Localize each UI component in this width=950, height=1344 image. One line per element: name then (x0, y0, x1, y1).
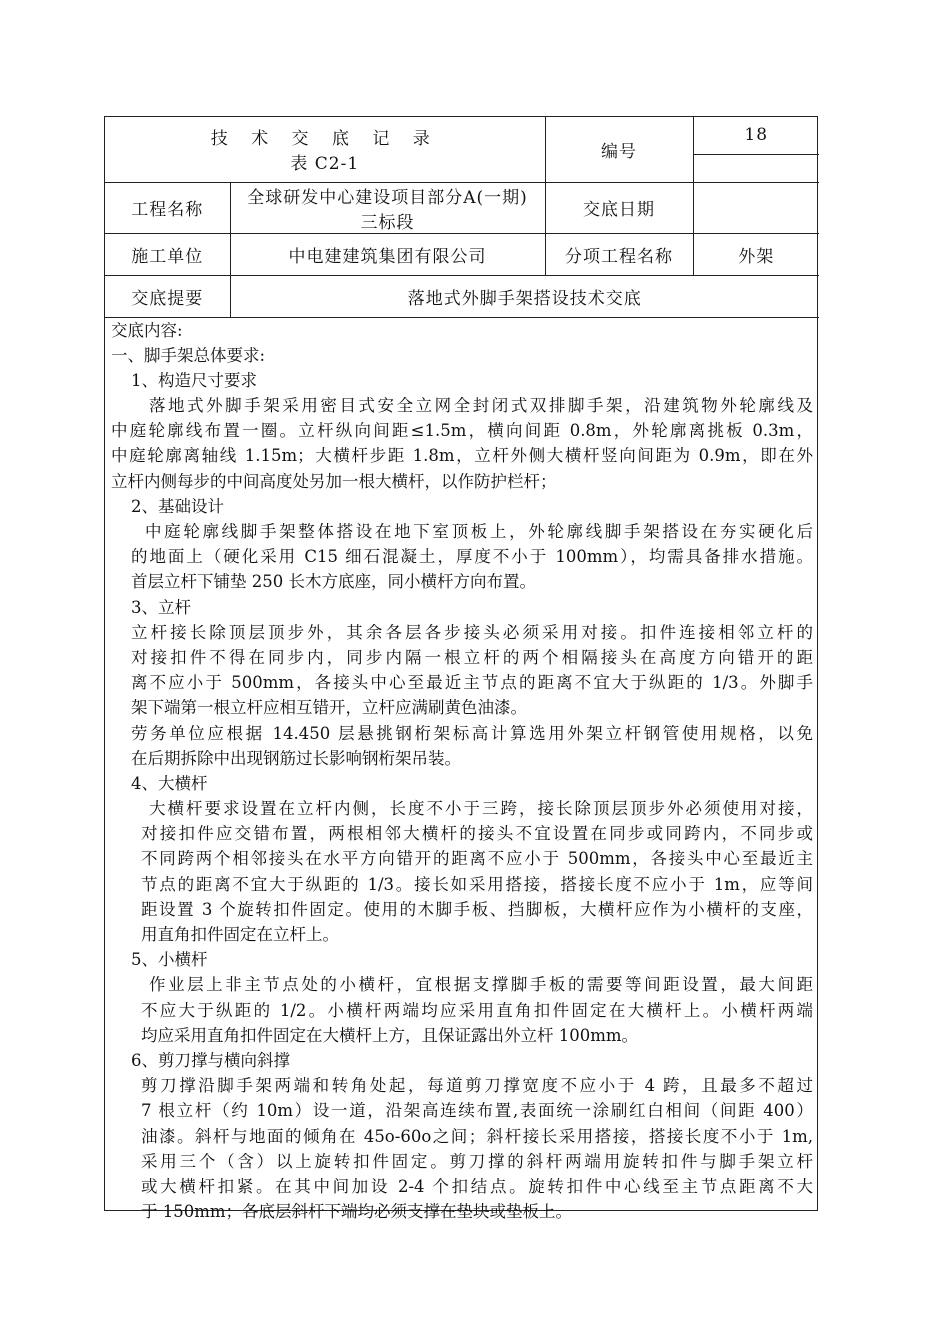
para-5-line: 均应采用直角扣件固定在大横杆上方，且保证露出外立杆 100mm。 (141, 1025, 639, 1045)
para-3-line: 在后期拆除中出现钢筋过长影响钢桁架吊装。 (131, 748, 461, 768)
para-1-line: 中庭轮廓线布置一圈。立杆纵向间距≤1.5m，横向间距 0.8m，外轮廓离挑板 0.3m， (111, 421, 813, 441)
sub-heading-2: 2、基础设计 (131, 496, 224, 516)
sub-heading-6: 6、剪刀撑与横向斜撑 (131, 1050, 290, 1070)
para-6-line: 于 150mm；各底层斜杆下端均必须支撑在垫块或垫板上。 (141, 1202, 573, 1222)
para-2-line: 中庭轮廓线脚手架整体搭设在地下室顶板上，外轮廓线脚手架搭设在夯实硬化后 (145, 522, 813, 541)
content-intro: 交底内容: (111, 320, 183, 340)
summary-value: 落地式外脚手架搭设技术交底 (230, 275, 819, 317)
unit-label: 施工单位 (105, 233, 230, 275)
para-3-line: 对接扣件不得在同步内，同步内隔一根立杆的两个相隔接头在高度方向错开的距 (131, 647, 813, 667)
number-label: 编号 (545, 117, 693, 182)
para-6-line: 采用三个（含）以上旋转扣件固定。剪刀撑的斜杆两端用旋转扣件与脚手架立杆 (141, 1151, 813, 1171)
para-2-line: 的地面上（硬化采用 C15 细石混凝土，厚度不小于 100mm），均需具备排水措施。 (131, 547, 813, 567)
para-6-line: 油漆。斜杆与地面的倾角在 45o-60o之间；斜杆接长采用搭接，搭接长度不小于 1m, (141, 1126, 813, 1146)
para-3-line: 架下端第一根立杆应相互错开，立杆应满刷黄色油漆。 (131, 698, 527, 718)
para-3-line: 离不应小于 500mm，各接头中心至最近主节点的距离不宜大于纵距的 1/3。外脚手 (131, 673, 813, 693)
sub-heading-4: 4、大横杆 (131, 773, 208, 793)
sub-project-value: 外架 (693, 233, 819, 275)
para-3-line: 劳务单位应根据 14.450 层悬挑钢桁架标高计算选用外架立杆钢管使用规格，以免 (131, 723, 813, 743)
para-6-line: 7 根立杆（约 10m）设一道，沿架高连续布置,表面统一涂刷红白相间（间距 400） (141, 1101, 813, 1121)
para-4-line: 大横杆要求设置在立杆内侧，长度不小于三跨，接长除顶层顶步外必须使用对接， (149, 799, 813, 819)
sub-heading-1: 1、构造尺寸要求 (131, 370, 257, 390)
para-1-line: 中庭轮廓离轴线 1.15m；大横杆步距 1.8m，立杆外侧大横杆竖向间距为 0.9m，即在外 (111, 446, 813, 466)
para-1-line: 立杆内侧每步的中间高度处另加一根大横杆，以作防护栏杆； (111, 471, 557, 491)
disclosure-content (105, 318, 817, 1225)
date-value (693, 182, 819, 233)
project-name-label: 工程名称 (105, 182, 230, 233)
para-6-line: 剪刀撑沿脚手架两端和转角处起，每道剪刀撑宽度不应小于 4 跨，且最多不超过 (141, 1076, 813, 1096)
technical-disclosure-form (104, 116, 818, 1222)
unit-value: 中电建建筑集团有限公司 (230, 233, 545, 275)
project-name-value (230, 182, 545, 233)
project-name-line2: 三标段 (360, 212, 415, 233)
form-title-cell (105, 117, 545, 182)
para-4-line: 不同跨两个相邻接头在水平方向错开的距离不应小于 500mm，各接头中心至最近主 (141, 849, 813, 869)
form-title: 技 术 交 底 记 录 (210, 129, 439, 150)
para-2-line: 首层立杆下铺垫 250 长木方底座，同小横杆方向布置。 (131, 572, 536, 592)
number-value-empty (693, 154, 819, 182)
section-1-heading: 一、脚手架总体要求: (111, 345, 266, 365)
para-3-line: 立杆接长除顶层顶步外，其余各层各步接头必须采用对接。扣件连接相邻立杆的 (131, 622, 813, 642)
number-value: 18 (693, 117, 819, 154)
date-label: 交底日期 (545, 182, 693, 233)
para-1-line: 落地式外脚手架采用密目式安全立网全封闭式双排脚手架，沿建筑物外轮廓线及 (149, 396, 813, 416)
para-5-line: 不应大于纵距的 1/2。小横杆两端均应采用直角扣件固定在大横杆上。小横杆两端 (141, 1000, 813, 1020)
form-number: 表 C2-1 (290, 154, 360, 175)
header-table (105, 117, 819, 318)
project-name-line1: 全球研发中心建设项目部分A(一期) (247, 187, 528, 208)
sub-heading-5: 5、小横杆 (131, 950, 208, 970)
para-6-line: 或大横杆扣紧。在其中间加设 2-4 个扣结点。旋转扣件中心线至主节点距离不大 (141, 1176, 813, 1196)
sub-project-label: 分项工程名称 (545, 233, 693, 275)
para-5-line: 作业层上非主节点处的小横杆，宜根据支撑脚手板的需要等间距设置，最大间距 (149, 975, 813, 995)
para-4-line: 用直角扣件固定在立杆上。 (141, 925, 339, 944)
para-4-line: 节点的距离不宜大于纵距的 1/3。接长如采用搭接，搭接长度不应小于 1m，应等间 (141, 874, 813, 894)
summary-label: 交底提要 (105, 275, 230, 317)
sub-heading-3: 3、立杆 (131, 597, 191, 617)
para-4-line: 距设置 3 个旋转扣件固定。使用的木脚手板、挡脚板，大横杆应作为小横杆的支座， (141, 899, 813, 919)
para-4-line: 对接扣件应交错布置，两根相邻大横杆的接头不宜设置在同步或同跨内，不同步或 (141, 824, 813, 844)
